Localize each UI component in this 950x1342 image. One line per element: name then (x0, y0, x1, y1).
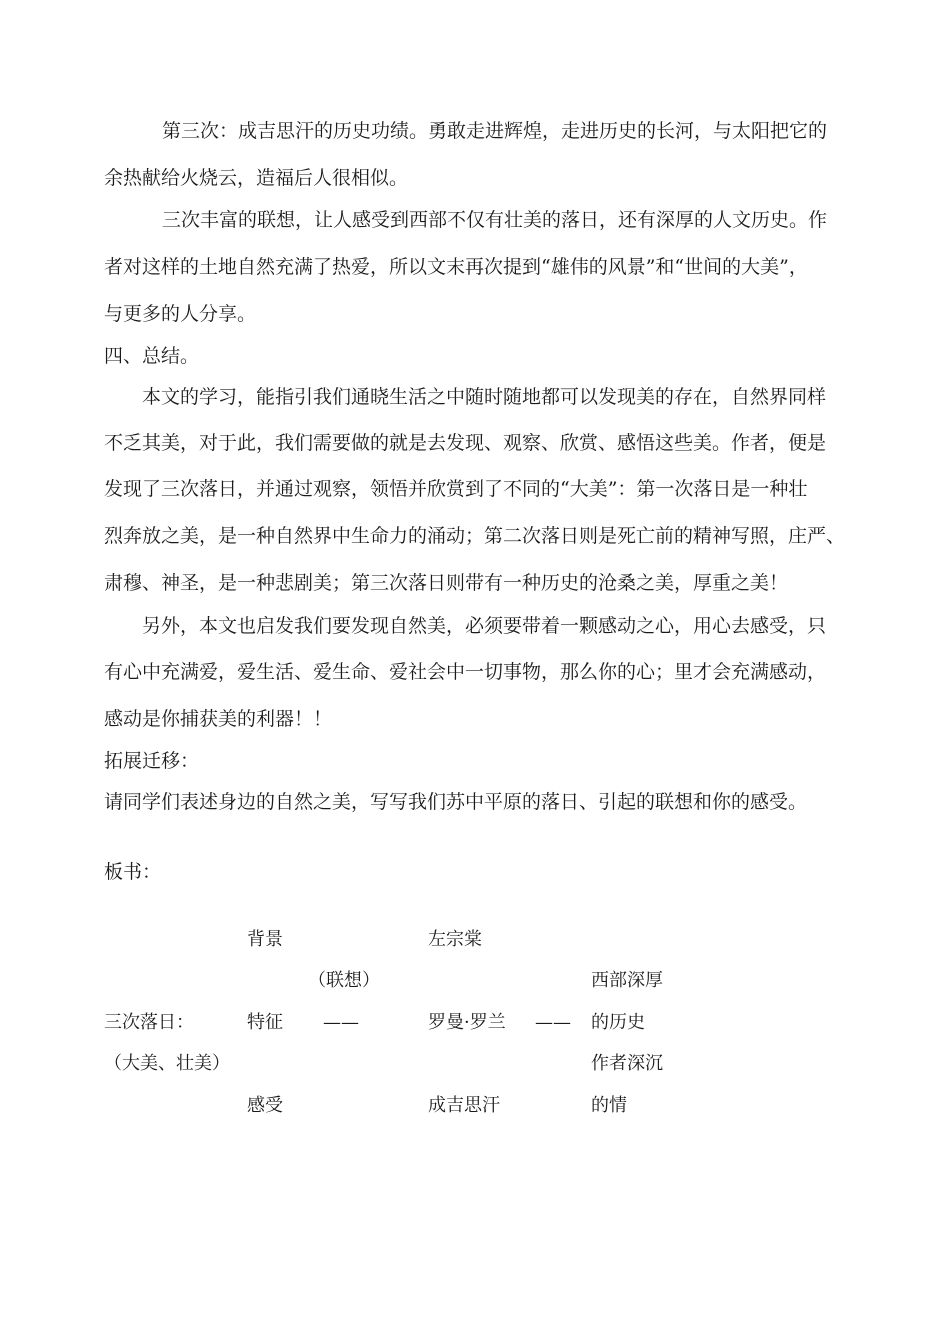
heading-board: 板书： (104, 861, 162, 883)
para2-line1: 三次丰富的联想，让人感受到西部不仅有壮美的落日，还有深厚的人文历史。作 (162, 209, 828, 231)
board-west-line2: 的历史 (591, 1012, 645, 1033)
para1-line2: 余热献给火烧云，造福后人很相似。 (104, 167, 409, 189)
para1-line1: 第三次：成吉思汗的历史功绩。勇敢走进辉煌，走进历史的长河，与太阳把它的 (162, 120, 828, 142)
heading-summary: 四、总结。 (104, 345, 200, 367)
board-feelings: 感受 (247, 1095, 283, 1116)
board-dash-2: —— (535, 1012, 571, 1033)
heading-extension: 拓展迁移： (104, 750, 200, 772)
board-three-sunsets: 三次落日： (104, 1012, 194, 1033)
para2-line2: 者对这样的土地自然充满了热爱，所以文末再次提到“雄伟的风景”和“世间的大美”， (104, 256, 808, 278)
para4-line1: 另外，本文也启发我们要发现自然美，必须要带着一颗感动之心，用心去感受，只 (142, 615, 827, 637)
board-dash-1: —— (323, 1012, 359, 1033)
board-background: 背景 (247, 929, 283, 950)
board-author-line1: 作者深沉 (591, 1053, 663, 1074)
board-great-beauty: （大美、壮美） (104, 1053, 230, 1074)
para3-line2: 不乏其美，对于此，我们需要做的就是去发现、观察、欣赏、感悟这些美。作者，便是 (104, 432, 827, 454)
board-west-line1: 西部深厚 (591, 970, 663, 991)
extension-text: 请同学们表述身边的自然之美，写写我们苏中平原的落日、引起的联想和你的感受。 (104, 791, 808, 813)
para4-line2: 有心中充满爱，爱生活、爱生命、爱社会中一切事物，那么你的心；里才会充满感动， (104, 661, 827, 683)
board-genghis-khan: 成吉思汗 (428, 1095, 500, 1116)
board-features: 特征 (247, 1012, 283, 1033)
para3-line1: 本文的学习，能指引我们通晓生活之中随时随地都可以发现美的存在，自然界同样 (142, 386, 827, 408)
para4-line3: 感动是你捕获美的利器！！ (104, 708, 333, 730)
para3-line3: 发现了三次落日，并通过观察，领悟并欣赏到了不同的“大美”：第一次落日是一种壮 (104, 478, 808, 500)
board-association: （联想） (308, 970, 380, 991)
board-zuozongtang: 左宗棠 (428, 929, 482, 950)
para3-line5: 肃穆、神圣，是一种悲剧美；第三次落日则带有一种历史的沧桑之美，厚重之美！ (104, 572, 789, 594)
board-romain-rolland: 罗曼·罗兰 (428, 1012, 506, 1033)
para2-line3: 与更多的人分享。 (104, 303, 257, 325)
para3-line4: 烈奔放之美，是一种自然界中生命力的涌动；第二次落日则是死亡前的精神写照，庄严、 (104, 525, 846, 547)
board-author-line2: 的情 (591, 1095, 627, 1116)
